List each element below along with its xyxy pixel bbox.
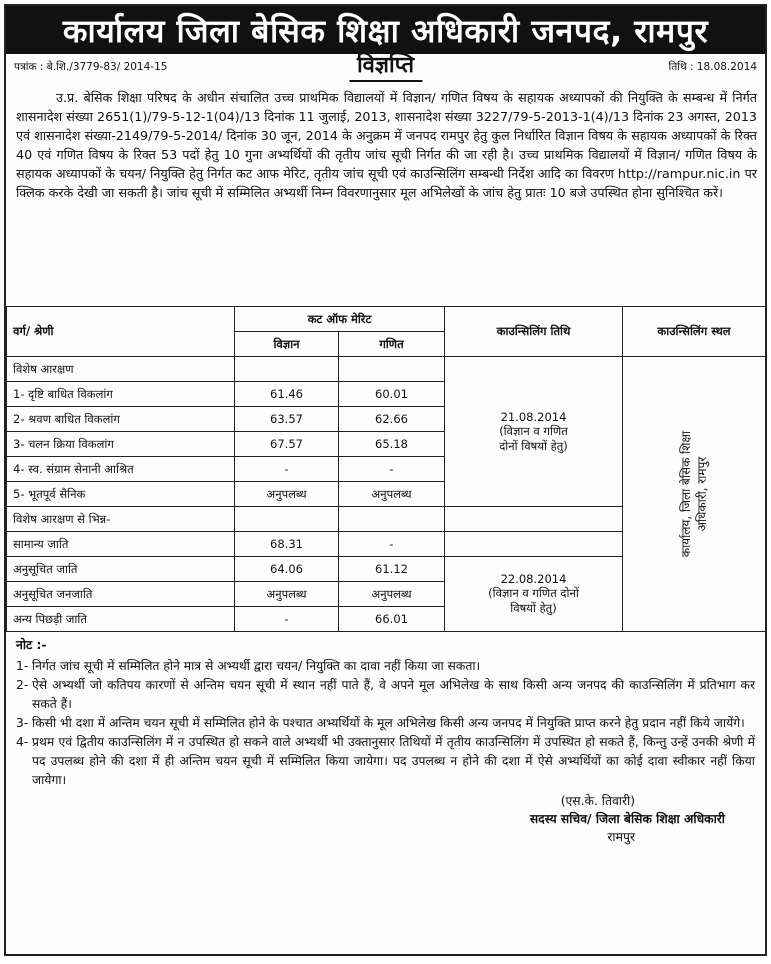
date-1-note-line1: (विज्ञान व गणित xyxy=(499,423,568,438)
row-math: - xyxy=(339,532,445,557)
cutoff-table xyxy=(6,306,766,632)
signatory-name: (एस.के. तिवारी) xyxy=(560,794,635,808)
row-category: 1- दृष्टि बाधित विकलांग xyxy=(7,382,235,407)
header-date: काउन्सिलिंग तिथि xyxy=(445,307,623,357)
note-number: 3- xyxy=(16,716,29,730)
header-category: वर्ग/ श्रेणी xyxy=(7,307,235,357)
date-1-note-line2: दोनों विषयों हेतु) xyxy=(499,438,568,453)
row-science: - xyxy=(235,457,339,482)
row-category: अन्य पिछड़ी जाति xyxy=(7,607,235,632)
signatory-place: रामपुर xyxy=(607,830,635,844)
notice-date: तिथि : 18.08.2014 xyxy=(668,61,757,73)
row-math: 60.01 xyxy=(339,382,445,407)
note-text: निर्गत जांच सूची में सम्मिलित होने मात्र से अभ्यर्थी द्वारा चयन/ नियुक्ति का दावा नहीं किया जा सकता। xyxy=(32,659,481,673)
row-science: 64.06 xyxy=(235,557,339,582)
row-math: अनुपलब्ध xyxy=(339,582,445,607)
note-text: किसी भी दशा में अन्तिम चयन सूची में सम्मिलित होने के पश्चात अभ्यर्थियों के मूल अभिलेख किसी अन्य जनपद में नियुक्ति प्राप्त करने हेतु प्रदान नहीं किये जायेंगे। xyxy=(32,716,745,730)
notice-meta xyxy=(6,54,765,84)
notes-section xyxy=(6,632,765,846)
notice-page xyxy=(4,4,767,956)
row-category: 5- भूतपूर्व सैनिक xyxy=(7,482,235,507)
header-venue: काउन्सिलिंग स्थल xyxy=(623,307,766,357)
note-item xyxy=(16,714,755,733)
date-2: 22.08.2014 xyxy=(500,572,567,586)
notice-intro: उ.प्र. बेसिक शिक्षा परिषद के अधीन संचालित उच्च प्राथमिक विद्यालयों में विज्ञान/ गणित विषय के सहायक अध्यापकों की नियुक्ति के सम्बन्ध में निर्गत शासनादेश संख्या 2651(1)/79-5-12-1(04)/13 दिनांक 11 जुलाई, 2013, शासनादेश संख्या 3227/79-5-2013-1(4)/13 दिनांक 23 अगस्त, 2013 एवं शासनादेश संख्या-2149/79-5-2014/ दिनांक 30 जून, 2014 के अनुक्रम में जनपद रामपुर हेतु कुल निर्धारित विज्ञान विषय के सहायक अध्यापकों के रिक्त 40 एवं गणित विषय के रिक्त 53 पदों हेतु 10 गुना अभ्यर्थियों की तृतीय जांच सूची निर्गत की जा रही है। उच्च प्राथमिक विद्यालयों में विज्ञान/ गणित विषय के सहायक अध्यापकों के चयन/ नियुक्ति हेतु निर्गत कट आफ मेरिट, तृतीय जांच सूची एवं काउन्सिलिंग सम्बन्धी निर्देश आदि का विवरण http://rampur.nic.in पर क्लिक करके देखी जा सकती है। जांच सूची में सम्मिलित अभ्यर्थी निम्न विवरणानुसार मूल अभिलेखों के जांच हेतु प्रातः 10 बजे उपस्थित होना सुनिश्चित करें। xyxy=(16,90,757,200)
row-math: - xyxy=(339,457,445,482)
signatory-designation: सदस्य सचिव/ जिला बेसिक शिक्षा अधिकारी xyxy=(529,812,725,826)
row-science: 61.46 xyxy=(235,382,339,407)
counselling-date-1 xyxy=(445,357,623,507)
notes-title: नोट :- xyxy=(16,638,47,652)
row-category: 2- श्रवण बाधित विकलांग xyxy=(7,407,235,432)
note-item xyxy=(16,676,755,714)
row-science: 63.57 xyxy=(235,407,339,432)
note-text: ऐसे अभ्यर्थी जो कतिपय कारणों से अन्तिम चयन सूची में स्थान नहीं पाते हैं, वे अपने मूल अभिलेख के साथ किसी अन्य जनपद की काउन्सिलिंग में प्रतिभाग कर सकते हैं। xyxy=(32,678,755,711)
note-item xyxy=(16,733,755,790)
notice-title: विज्ञप्ति xyxy=(349,52,422,82)
date-1: 21.08.2014 xyxy=(500,409,567,424)
row-math: 62.66 xyxy=(339,407,445,432)
row-category: सामान्य जाति xyxy=(7,532,235,557)
row-math: 65.18 xyxy=(339,432,445,457)
row-science: अनुपलब्ध xyxy=(235,482,339,507)
row-science: 67.57 xyxy=(235,432,339,457)
section-non-special: विशेष आरक्षण से भिन्न- xyxy=(7,507,235,532)
row-science: - xyxy=(235,607,339,632)
row-category: अनुसूचित जनजाति xyxy=(7,582,235,607)
office-header: कार्यालय जिला बेसिक शिक्षा अधिकारी जनपद, रामपुर xyxy=(6,6,765,54)
date-2-note-line1: (विज्ञान व गणित दोनों xyxy=(488,586,579,600)
counselling-venue xyxy=(623,357,766,632)
row-category: अनुसूचित जाति xyxy=(7,557,235,582)
reference-number: पत्रांक : बे.शि./3779-83/ 2014-15 xyxy=(14,61,168,73)
section-special-reservation: विशेष आरक्षण xyxy=(7,357,235,382)
venue-line2: अधिकारी, रामपुर xyxy=(695,456,709,532)
header-math: गणित xyxy=(339,332,445,357)
note-number: 2- xyxy=(16,678,29,692)
note-number: 4- xyxy=(16,735,29,749)
note-text: प्रथम एवं द्वितीय काउन्सिलिंग में न उपस्थित हो सकने वाले अभ्यर्थी भी उक्तानुसार तिथियों में तृतीय काउन्सिलिंग में उपस्थित हो सकते हैं, किन्तु उन्हें उनकी श्रेणी में पद उपलब्ध होने की दशा में ही अन्तिम चयन सूची में सम्मिलित किया जायेगा। पद उपलब्ध न होने की दशा में ऐसे अभ्यर्थियों का कोई दावा स्वीकार नहीं किया जायेगा। xyxy=(32,735,755,787)
row-science: अनुपलब्ध xyxy=(235,582,339,607)
header-cutoff: कट ऑफ मेरिट xyxy=(235,307,445,332)
note-item xyxy=(16,657,755,676)
signature-block xyxy=(16,792,755,846)
row-math: अनुपलब्ध xyxy=(339,482,445,507)
venue-line1: कार्यालय, जिला बेसिक शिक्षा xyxy=(679,430,693,558)
row-category: 3- चलन क्रिया विकलांग xyxy=(7,432,235,457)
header-science: विज्ञान xyxy=(235,332,339,357)
date-2-note-line2: विषयों हेतु) xyxy=(510,601,557,615)
row-science: 68.31 xyxy=(235,532,339,557)
note-number: 1- xyxy=(16,659,29,673)
row-category: 4- स्व. संग्राम सेनानी आश्रित xyxy=(7,457,235,482)
row-math: 61.12 xyxy=(339,557,445,582)
counselling-date-2 xyxy=(445,557,623,632)
row-math: 66.01 xyxy=(339,607,445,632)
